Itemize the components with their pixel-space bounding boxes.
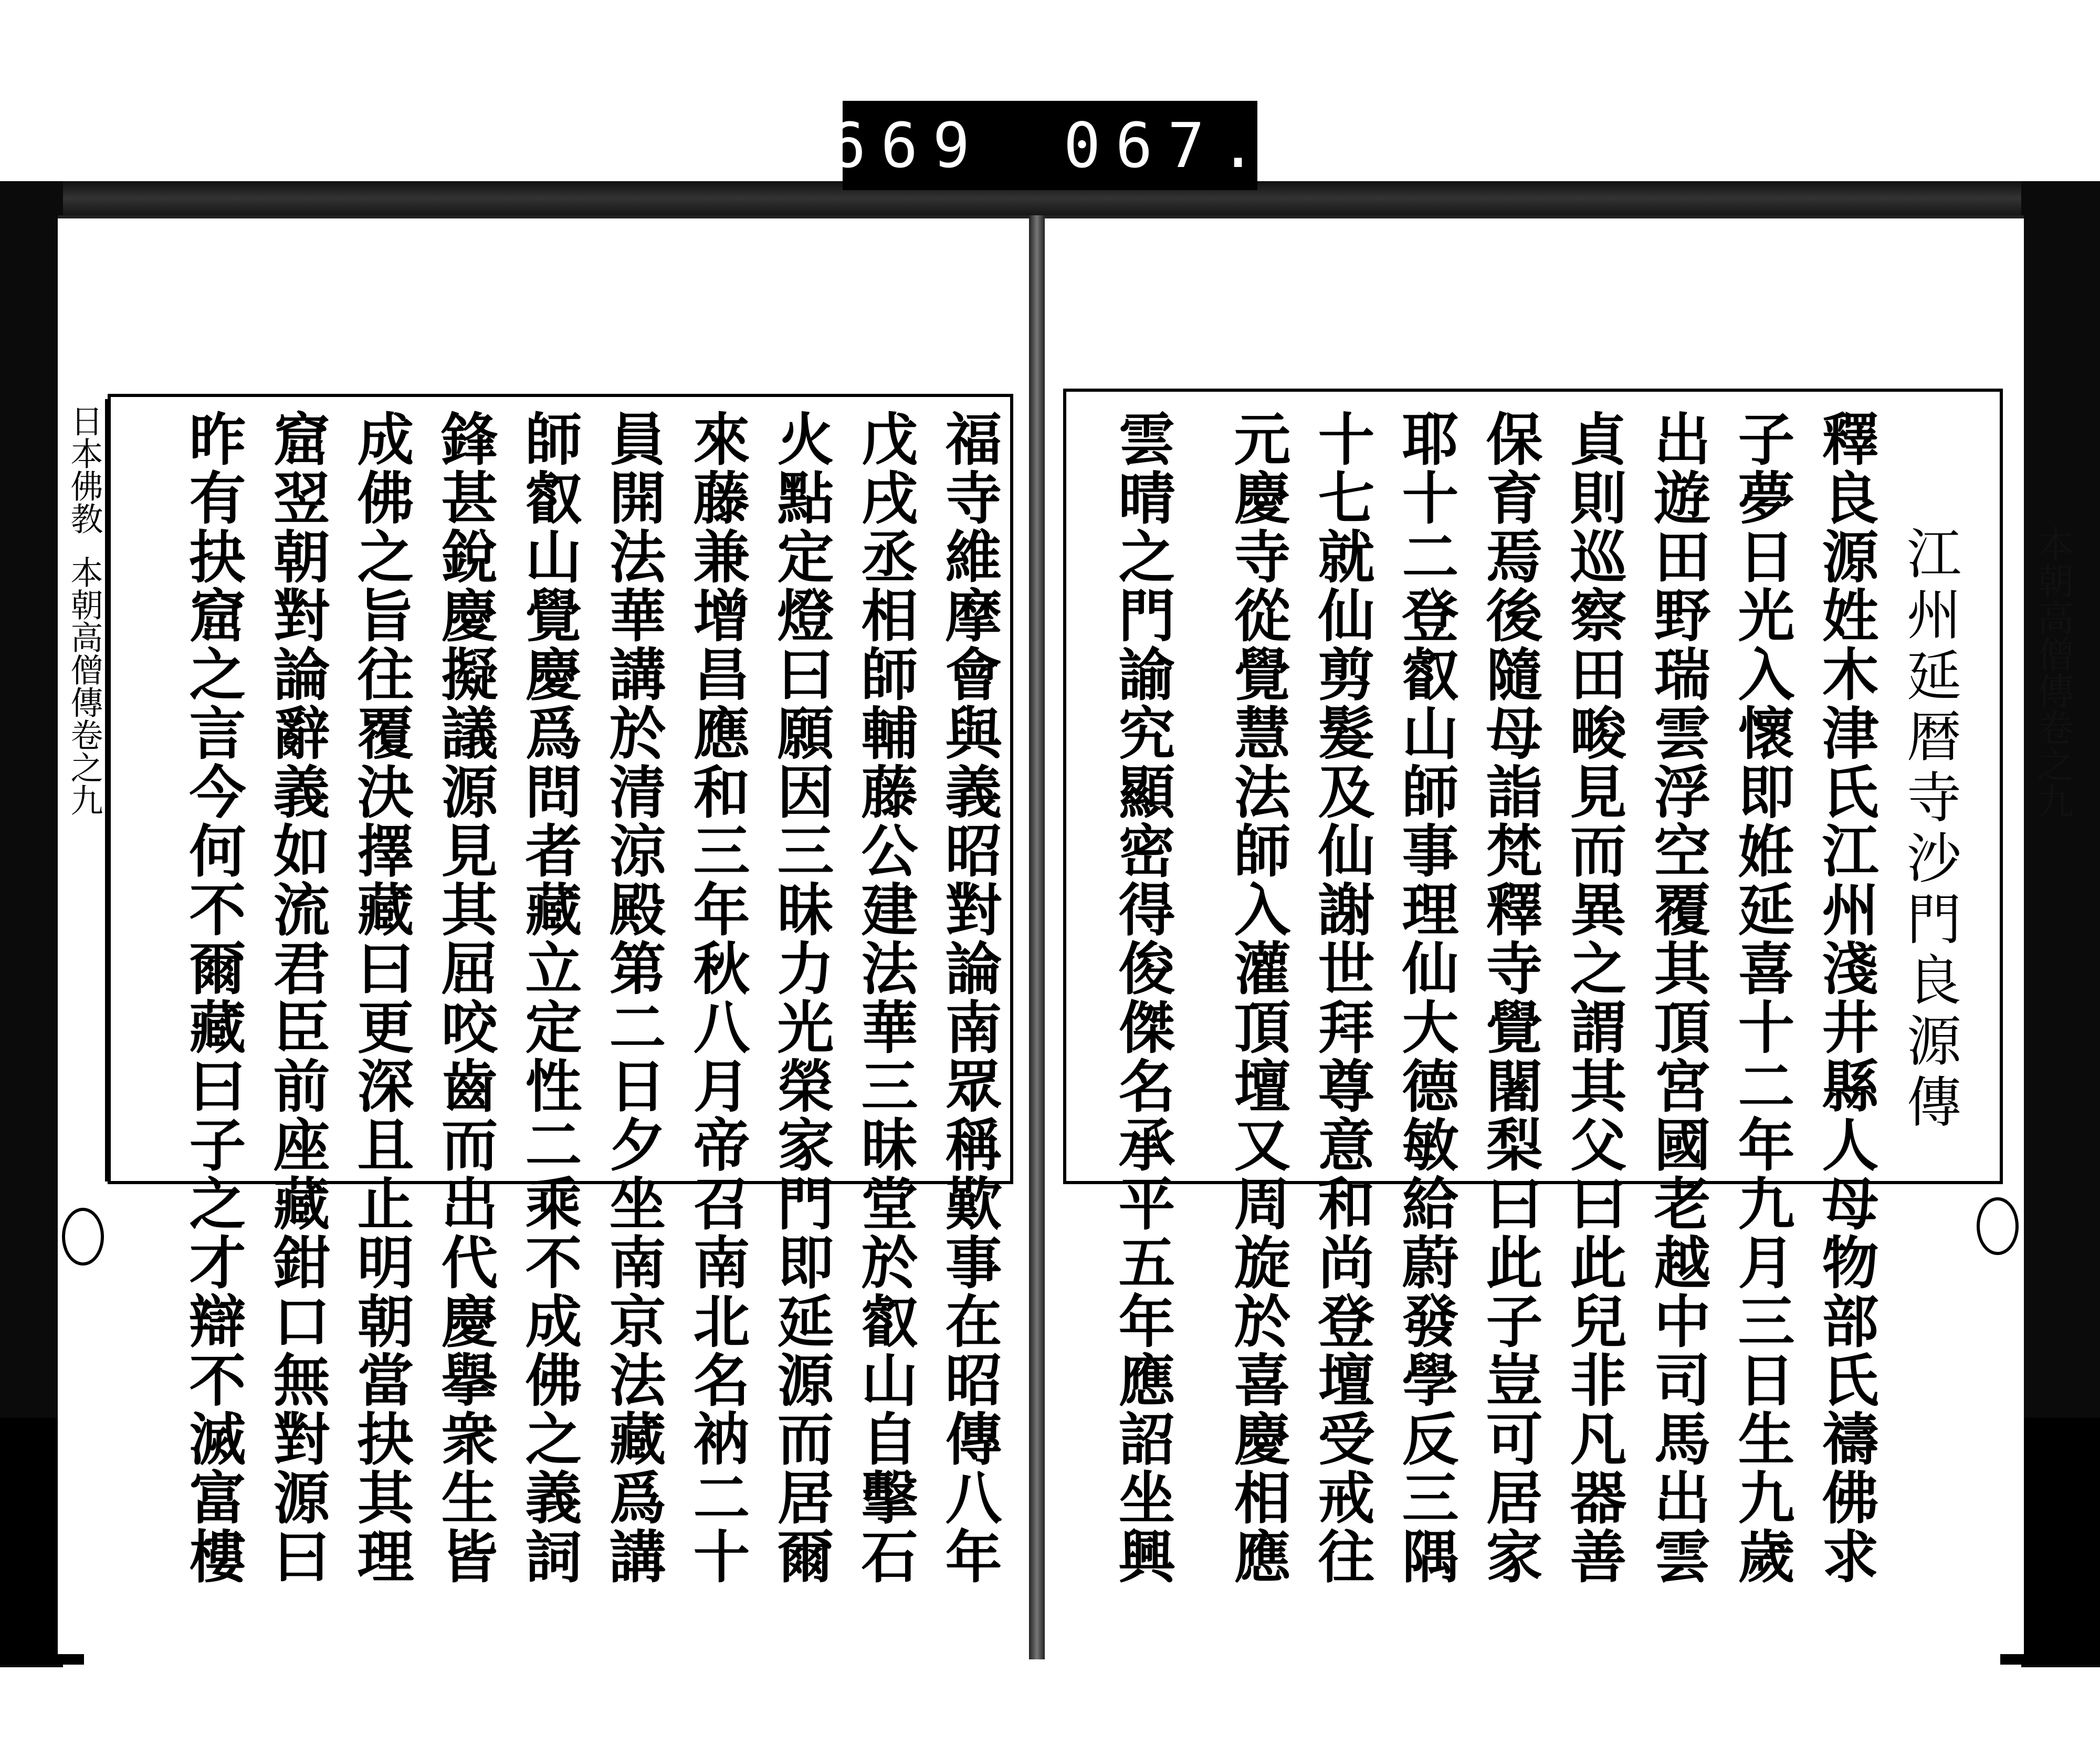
right-column-1: 釋良源姓木津氏江州淺井縣人母物部氏禱佛求: [1812, 410, 1878, 1586]
left-column-4: 來藤兼增昌應和三年秋八月帝召南北名衲二十: [684, 410, 750, 1586]
left-column-9: 窟翌朝對論辭義如流君臣前座藏鉗口無對源曰: [264, 410, 330, 1586]
right-column-3: 出遊田野瑞雲浮空覆其頂宮國老越中司馬出雲: [1644, 410, 1710, 1586]
margin-label-1: 日本佛教: [65, 404, 103, 535]
right-column-4: 貞則巡察田畯見而異之謂其父曰此兒非凡器善: [1560, 410, 1626, 1586]
frame-number-left: 669: [828, 109, 985, 182]
left-column-6: 師叡山覺慶爲問者藏立定性二乘不成佛之義詞: [516, 410, 582, 1586]
right-margin-strip: [2026, 525, 2080, 819]
right-column-7: 十七就仙剪髮及仙謝世拜尊意和尚登壇受戒往: [1308, 410, 1374, 1586]
left-column-3: 火點定燈曰願因三昧力光榮家門即延源而居爾: [768, 410, 834, 1586]
margin-label-2: 本朝高僧傳卷之九: [65, 556, 103, 816]
right-column-6: 耶十二登叡山師事理仙大德敏給蔚發學反三隅: [1392, 410, 1458, 1586]
left-column-1: 福寺維摩會與義昭對論南眾稱歎事在昭傳八年: [936, 410, 1002, 1586]
left-page-mark: [62, 1208, 104, 1266]
left-column-8: 成佛之旨往覆決擇藏曰更深且止明朝當抉其理: [348, 410, 414, 1586]
left-margin-strip: [66, 399, 108, 1182]
left-column-7: 鋒甚銳慶擬議源見其屈咬齒而出代慶擧衆生皆: [432, 410, 498, 1586]
left-column-10: 昨有抉窟之言今何不爾藏曰子之才辯不滅富樓: [180, 410, 246, 1586]
right-page-mark: [1977, 1197, 2019, 1255]
right-column-5: 保育焉後隨母詣梵釋寺覺闍梨曰此子豈可居家: [1476, 410, 1542, 1586]
frame-number-right: 067.: [1063, 109, 1272, 182]
right-column-9: 雲晴之門諭究顯密得俊傑名承平五年應詔坐興: [1109, 410, 1175, 1586]
left-column-5: 員開法華講於清涼殿第二日夕坐南京法藏爲講: [600, 410, 666, 1586]
right-column-8: 元慶寺從覺慧法師入灌頂壇又周旋於喜慶相應: [1224, 410, 1290, 1586]
right-column-2: 子夢日光入懷即姙延喜十二年九月三日生九歲: [1728, 410, 1794, 1586]
chapter-title: 江州延暦寺沙門良源傳: [1897, 525, 1961, 1134]
left-column-2: 戊戌丞相師輔藤公建法華三昧堂於叡山自擊石: [852, 410, 918, 1586]
book-gutter: [1029, 215, 1045, 1659]
right-margin-label: 本朝高僧傳卷之九: [2031, 525, 2074, 819]
film-frame-number: [828, 101, 1272, 190]
